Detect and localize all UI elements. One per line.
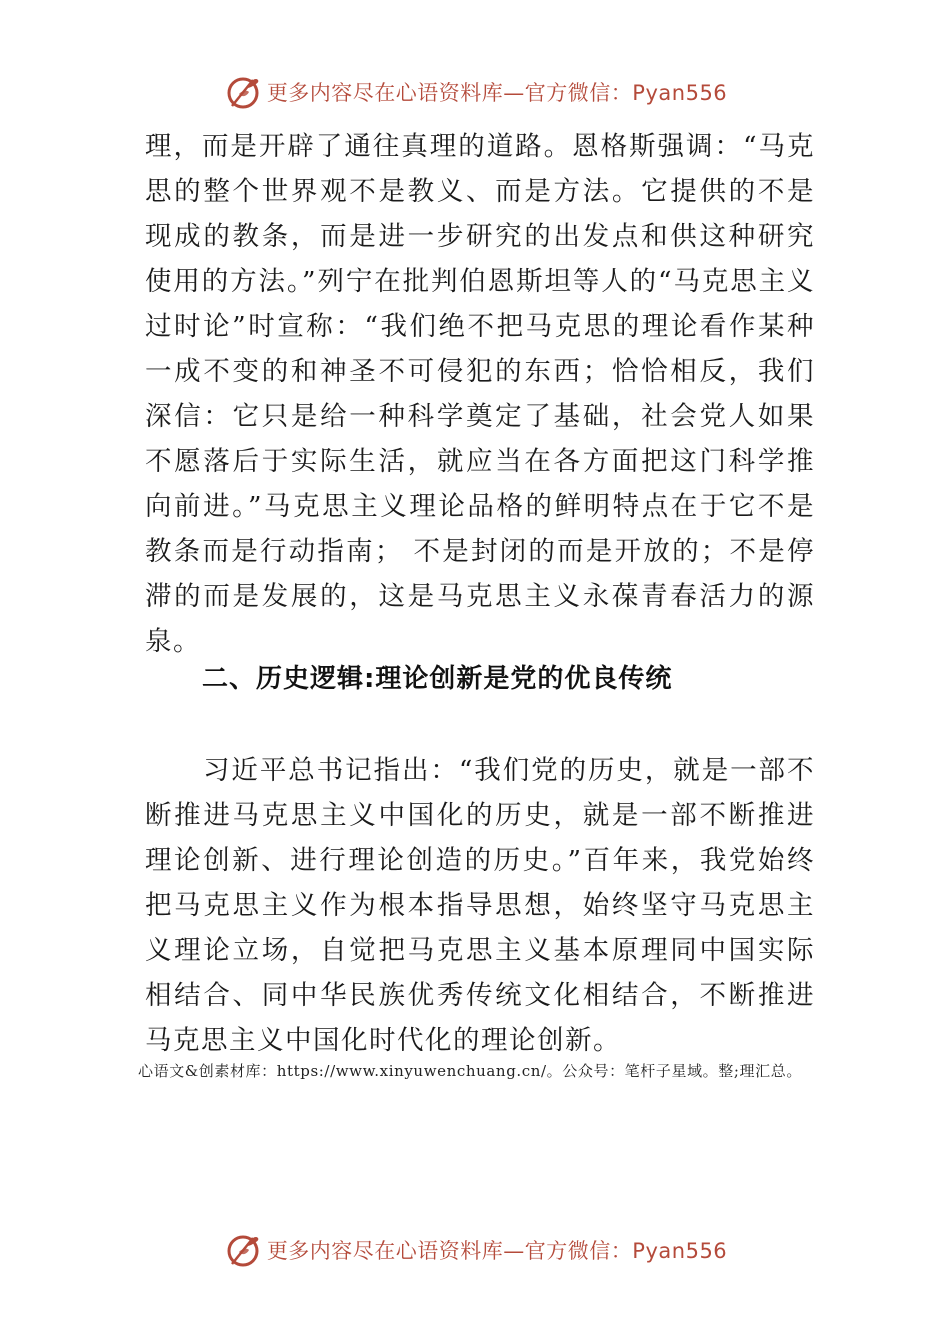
footer-banner (0, 1228, 950, 1272)
body-paragraph-2: 习近平总书记指出：“我们党的历史，就是一部不断推进马克思主义中国化的历史，就是一部不断推进理论创新、进行理论创造的历史。”百年来，我党始终把马克思主义作为根本指导思想，始终坚守马克思主义理论立场，自觉把马克思主义基本原理同中国实际相结合、同中华民族优秀传统文化相结合，不断推进马克思主义中国化时代化的理论创新。 (145, 755, 815, 1056)
section-heading: 二、历史逻辑:理论创新是党的优良传统 (202, 664, 673, 694)
header-banner-text: 更多内容尽在心语资料库—官方微信：Pyan556 (266, 81, 728, 105)
quill-circle-logo-icon (223, 1230, 263, 1270)
quill-circle-logo-icon (223, 72, 263, 112)
body-paragraph-1: 理，而是开辟了通往真理的道路。恩格斯强调：“马克思的整个世界观不是教义、而是方法。它提供的不是现成的教条，而是进一步研究的出发点和供这种研究使用的方法。”列宁在批判伯恩斯坦等人的“马克思主义过时论”时宣称：“我们绝不把马克思的理论看作某种一成不变的和神圣不可侵犯的东西；恰恰相反，我们深信：它只是给一种科学奠定了基础，社会党人如果不愿落后于实际生活，就应当在各方面把这门科学推向前进。”马克思主义理论品格的鲜明特点在于它不是教条而是行动指南； 不是封闭的而是开放的；不是停滞的而是发展的，这是马克思主义永葆青春活力的源泉。 (145, 131, 815, 657)
source-watermark: 心语文&创素材库：https://www.xinyuwenchuang.cn/。公众号：笔杆子星域。整;理汇总。 (138, 1062, 802, 1080)
footer-banner-text: 更多内容尽在心语资料库—官方微信：Pyan556 (266, 1239, 728, 1263)
header-banner (0, 70, 950, 114)
